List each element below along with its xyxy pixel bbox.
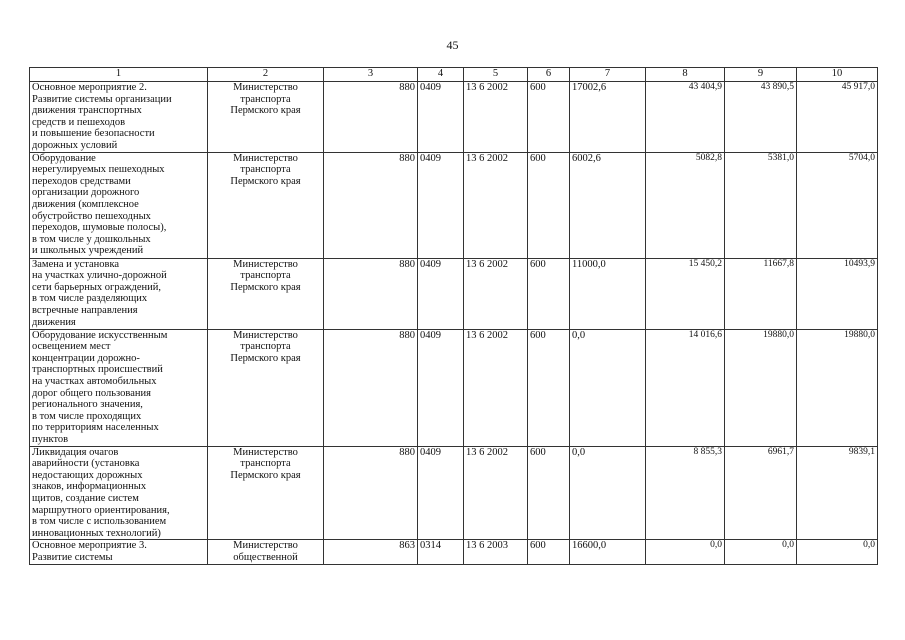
measure-name: Ликвидация очагов аварийности (установка недостающих дорожных знаков, информационных щитов, создание систем маршрутного ориентирования, в том числе с использованием инновационных технологий) <box>30 446 208 540</box>
cell-col8: 5082,8 <box>646 152 725 258</box>
cell-col4: 0409 <box>418 152 464 258</box>
table-row <box>30 446 878 540</box>
cell-col9: 0,0 <box>725 540 797 564</box>
header-row <box>30 68 878 82</box>
cell-col3: 880 <box>324 258 418 329</box>
cell-col9: 19880,0 <box>725 329 797 446</box>
cell-col8: 0,0 <box>646 540 725 564</box>
cell-col3: 863 <box>324 540 418 564</box>
cell-col10: 10493,9 <box>797 258 878 329</box>
table-row <box>30 82 878 153</box>
cell-col4: 0409 <box>418 82 464 153</box>
column-header: 6 <box>528 68 570 82</box>
cell-col6: 600 <box>528 329 570 446</box>
cell-col6: 600 <box>528 82 570 153</box>
cell-col6: 600 <box>528 446 570 540</box>
measure-name: Замена и установка на участках улично-дорожной сети барьерных ограждений, в том числе разделяющих встречные направления движения <box>30 258 208 329</box>
cell-col5: 13 6 2002 <box>464 152 528 258</box>
page-number: 45 <box>446 38 459 52</box>
cell-col9: 43 890,5 <box>725 82 797 153</box>
cell-col10: 19880,0 <box>797 329 878 446</box>
responsible-executor: Министерство транспорта Пермского края <box>208 152 324 258</box>
table-row <box>30 329 878 446</box>
table-row <box>30 258 878 329</box>
cell-col5: 13 6 2002 <box>464 446 528 540</box>
cell-col7: 11000,0 <box>570 258 646 329</box>
cell-col4: 0409 <box>418 258 464 329</box>
cell-col5: 13 6 2002 <box>464 258 528 329</box>
cell-col9: 6961,7 <box>725 446 797 540</box>
cell-col4: 0409 <box>418 329 464 446</box>
table-row <box>30 152 878 258</box>
column-header: 9 <box>725 68 797 82</box>
cell-col6: 600 <box>528 258 570 329</box>
cell-col7: 16600,0 <box>570 540 646 564</box>
cell-col8: 8 855,3 <box>646 446 725 540</box>
cell-col5: 13 6 2003 <box>464 540 528 564</box>
cell-col4: 0314 <box>418 540 464 564</box>
column-header: 8 <box>646 68 725 82</box>
cell-col5: 13 6 2002 <box>464 82 528 153</box>
column-header: 7 <box>570 68 646 82</box>
cell-col10: 5704,0 <box>797 152 878 258</box>
cell-col3: 880 <box>324 152 418 258</box>
column-header: 10 <box>797 68 878 82</box>
measure-name: Основное мероприятие 3. Развитие системы <box>30 540 208 564</box>
column-header: 1 <box>30 68 208 82</box>
cell-col5: 13 6 2002 <box>464 329 528 446</box>
cell-col10: 45 917,0 <box>797 82 878 153</box>
cell-col9: 5381,0 <box>725 152 797 258</box>
table-row <box>30 540 878 564</box>
cell-col4: 0409 <box>418 446 464 540</box>
column-header: 4 <box>418 68 464 82</box>
column-header: 3 <box>324 68 418 82</box>
cell-col10: 9839,1 <box>797 446 878 540</box>
column-header: 5 <box>464 68 528 82</box>
responsible-executor: Министерство транспорта Пермского края <box>208 258 324 329</box>
budget-table <box>29 67 878 565</box>
measure-name: Основное мероприятие 2. Развитие системы организации движения транспортных средств и пешеходов и повышение безопасности дорожных условий <box>30 82 208 153</box>
column-header: 2 <box>208 68 324 82</box>
measure-name: Оборудование нерегулируемых пешеходных переходов средствами организации дорожного движения (комплексное обустройство пешеходных переходов, шумовые полосы), в том числе у дошкольных и школьных учреждений <box>30 152 208 258</box>
responsible-executor: Министерство транспорта Пермского края <box>208 329 324 446</box>
measure-name: Оборудование искусственным освещением мест концентрации дорожно- транспортных происшествий на участках автомобильных дорог общего пользования регионального значения, в том числе проходящих по территориям населенных пунктов <box>30 329 208 446</box>
cell-col7: 17002,6 <box>570 82 646 153</box>
cell-col8: 15 450,2 <box>646 258 725 329</box>
cell-col3: 880 <box>324 82 418 153</box>
responsible-executor: Министерство транспорта Пермского края <box>208 446 324 540</box>
cell-col7: 0,0 <box>570 329 646 446</box>
responsible-executor: Министерство транспорта Пермского края <box>208 82 324 153</box>
cell-col9: 11667,8 <box>725 258 797 329</box>
cell-col8: 43 404,9 <box>646 82 725 153</box>
cell-col6: 600 <box>528 152 570 258</box>
cell-col8: 14 016,6 <box>646 329 725 446</box>
responsible-executor: Министерство общественной <box>208 540 324 564</box>
cell-col6: 600 <box>528 540 570 564</box>
cell-col3: 880 <box>324 446 418 540</box>
cell-col7: 6002,6 <box>570 152 646 258</box>
cell-col10: 0,0 <box>797 540 878 564</box>
cell-col7: 0,0 <box>570 446 646 540</box>
cell-col3: 880 <box>324 329 418 446</box>
